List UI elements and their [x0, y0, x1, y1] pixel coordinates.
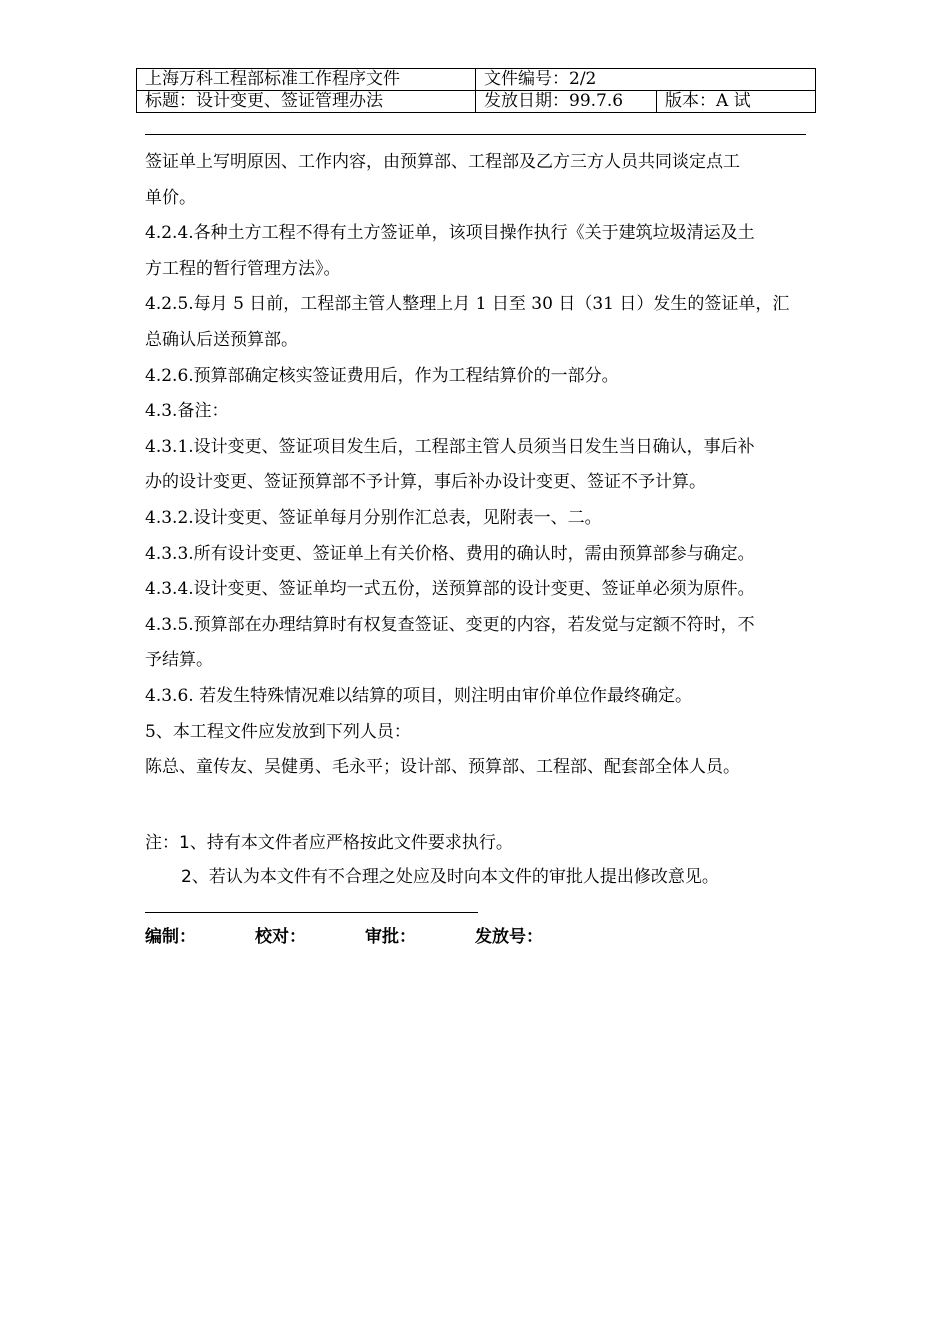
body-line: 签证单上写明原因、工作内容，由预算部、工程部及乙方三方人员共同谈定点工 [145, 152, 740, 172]
body-line: 4.3.4.设计变更、签证单均一式五份，送预算部的设计变更、签证单必须为原件。 [145, 579, 755, 600]
signoff-divider [145, 912, 478, 913]
signoff-row [145, 922, 585, 947]
body-line: 方工程的暂行管理方法》。 [145, 258, 341, 279]
note-1: 注：1、持有本文件者应严格按此文件要求执行。 [145, 833, 513, 853]
body-line: 4.3.3.所有设计变更、签证单上有关价格、费用的确认时，需由预算部参与确定。 [145, 543, 755, 564]
body-line: 5、本工程文件应发放到下列人员： [145, 721, 411, 742]
header-divider [145, 134, 806, 135]
document-header-table [136, 68, 816, 113]
body-line: 4.3.5.预算部在办理结算时有权复查签证、变更的内容，若发觉与定额不符时，不 [145, 614, 755, 635]
body-line: 办的设计变更、签证预算部不予计算，事后补办设计变更、签证不予计算。 [145, 472, 706, 493]
issue-number-label: 发放号： [475, 927, 543, 947]
body-line: 总确认后送预算部。 [145, 329, 298, 350]
issue-date-cell: 发放日期：99.7.6 [476, 91, 657, 113]
body-line: 陈总、童传友、吴健勇、毛永平；设计部、预算部、工程部、配套部全体人员。 [145, 757, 740, 778]
body-line: 4.2.5.每月 5 日前，工程部主管人整理上月 1 日至 30 日（31 日）发生的签证单，汇 [145, 294, 790, 315]
body-line: 4.2.6.预算部确定核实签证费用后，作为工程结算价的一部分。 [145, 365, 619, 386]
doc-title-cell: 标题：设计变更、签证管理办法 [137, 91, 476, 113]
body-line: 4.3.备注： [145, 401, 229, 422]
body-line: 4.3.2.设计变更、签证单每月分别作汇总表，见附表一、二。 [145, 507, 602, 528]
body-line: 4.2.4.各种土方工程不得有土方签证单，该项目操作执行《关于建筑垃圾清运及土 [145, 223, 755, 244]
company-doc-cell: 上海万科工程部标准工作程序文件 [137, 69, 476, 91]
proofread-label: 校对： [255, 927, 306, 947]
body-line: 4.3.6. 若发生特殊情况难以结算的项目，则注明由审价单位作最终确定。 [145, 685, 693, 706]
version-cell: 版本：A 试 [657, 91, 816, 113]
editor-label: 编制： [145, 927, 196, 947]
note-2: 2、若认为本文件有不合理之处应及时向本文件的审批人提出修改意见。 [181, 867, 719, 887]
document-body [145, 145, 810, 786]
body-line: 单价。 [145, 187, 196, 208]
body-line: 予结算。 [145, 650, 213, 671]
doc-number-cell: 文件编号：2/2 [476, 69, 816, 91]
body-line: 4.3.1.设计变更、签证项目发生后，工程部主管人员须当日发生当日确认，事后补 [145, 436, 755, 457]
approve-label: 审批： [365, 927, 416, 947]
notes-section [145, 826, 719, 894]
